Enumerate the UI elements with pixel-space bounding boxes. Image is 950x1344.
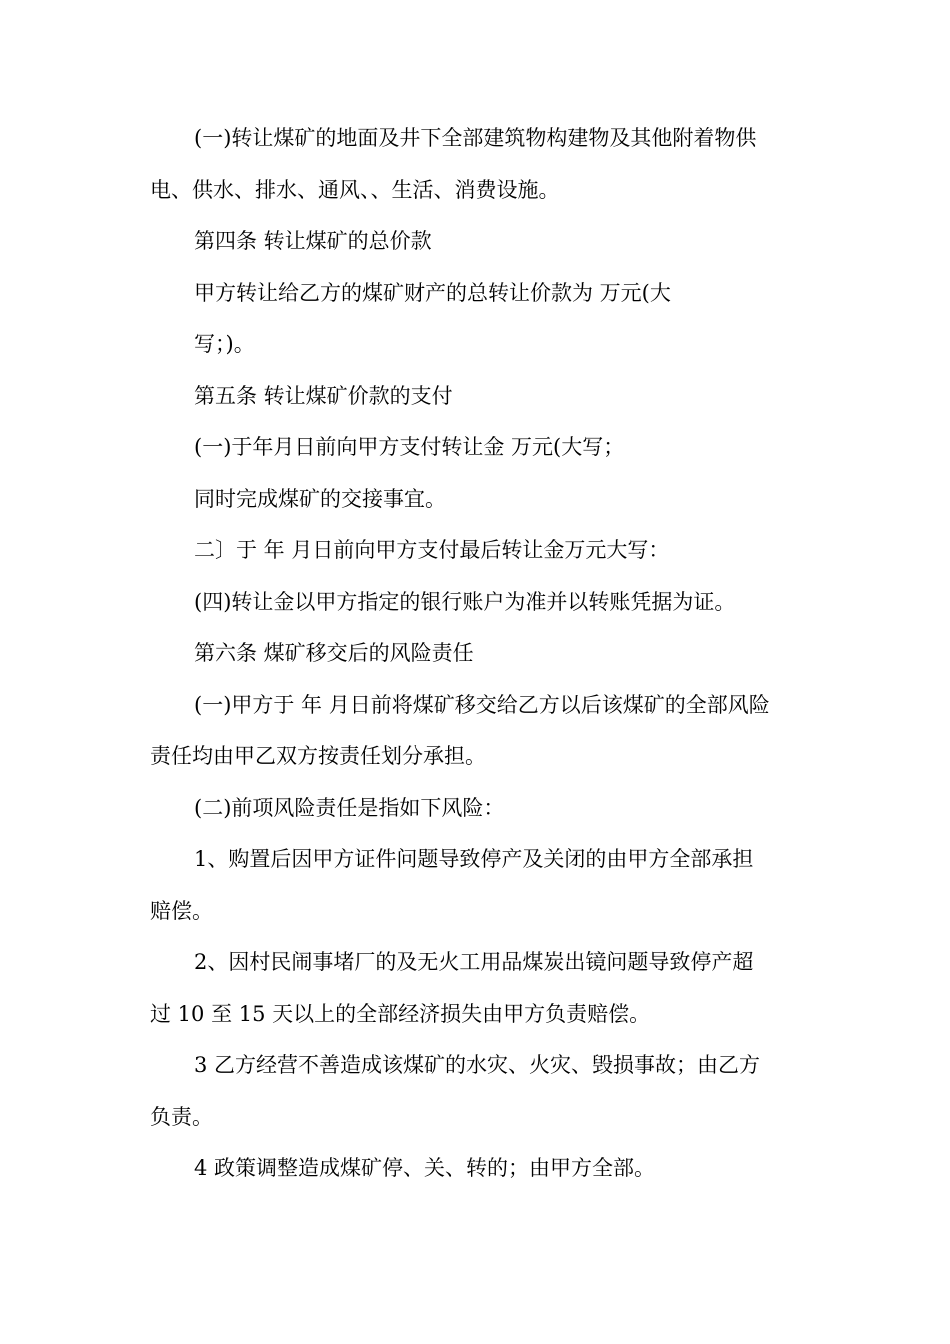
line-13: 责任均由甲乙双方按责任划分承担。 [150,744,486,768]
line-1: (一)转让煤矿的地面及井下全部建筑物构建物及其他附着物供 [194,126,757,150]
line-10: (四)转让金以甲方指定的银行账户为准并以转账凭据为证。 [194,589,736,614]
article-6-heading: 第六条 煤矿移交后的风险责任 [194,641,474,665]
article-5-heading: 第五条 转让煤矿价款的支付 [194,383,453,408]
article-4-heading: 第四条 转让煤矿的总价款 [194,229,432,253]
line-19: 3 乙方经营不善造成该煤矿的水灾、火灾、毁损事故；由乙方 [194,1053,761,1077]
line-5: 写；)。 [194,332,255,356]
line-14: (二)前项风险责任是指如下风险： [194,795,505,820]
line-2: 电、供水、排水、通风、、生活、消费设施。 [150,177,560,202]
line-17: 2、因村民闹事堵厂的及无火工用品煤炭出镜问题导致停产超 [194,950,754,974]
line-12: (一)甲方于 年 月日前将煤矿移交给乙方以后该煤矿的全部风险 [194,692,770,717]
line-15: 1、购置后因甲方证件问题导致停产及关闭的由甲方全部承担 [194,847,754,871]
line-9: 二〕于 年 月日前向甲方支付最后转让金万元大写： [194,538,670,562]
document-body [150,113,810,1195]
line-20: 负责。 [150,1104,213,1129]
line-21: 4 政策调整造成煤矿停、关、转的；由甲方全部。 [194,1156,656,1180]
line-8: 同时完成煤矿的交接事宜。 [194,486,446,511]
line-4: 甲方转让给乙方的煤矿财产的总转让价款为 万元(大 [194,280,671,305]
line-7: (一)于年月日前向甲方支付转让金 万元(大写； [194,435,625,459]
line-16: 赔偿。 [150,898,213,923]
line-18: 过 10 至 15 天以上的全部经济损失由甲方负责赔偿。 [150,1001,651,1026]
